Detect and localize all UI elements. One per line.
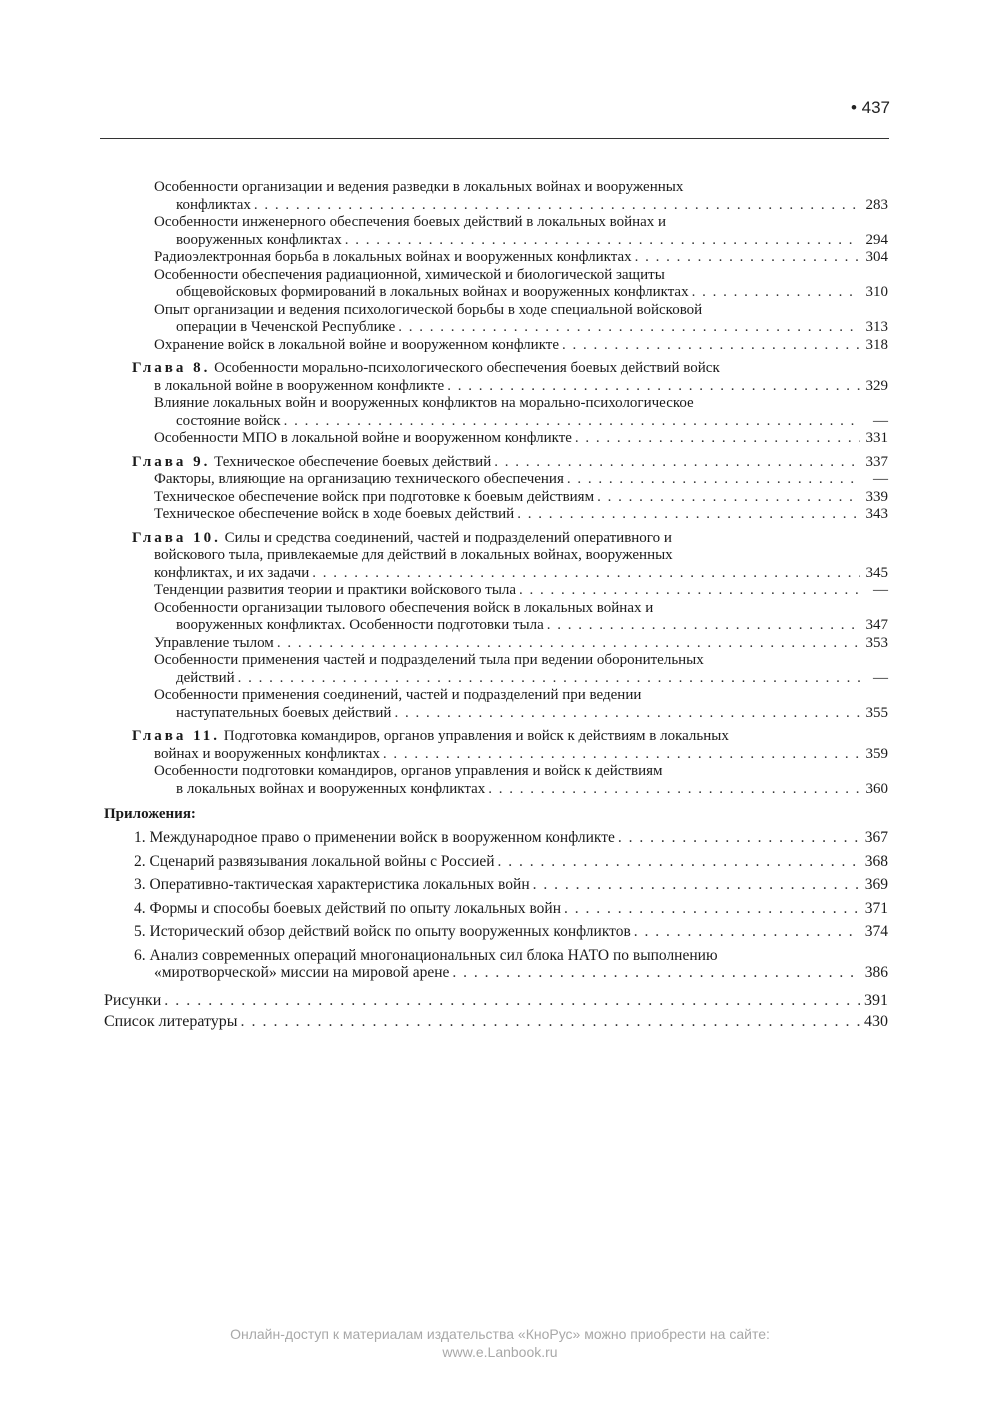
entry-last-line [154,471,888,489]
toc-entry[interactable] [134,829,888,847]
toc-chapter[interactable] [132,360,888,395]
entry-last-line [154,506,888,524]
entry-last-line [134,853,888,871]
entry-text: Рисунки [104,991,162,1009]
chapter-title: Техническое обеспечение боевых действий [214,453,492,470]
leader-dots [447,378,860,396]
page-ref: 368 [864,852,888,870]
leader-dots [164,991,860,1010]
entry-text: Опыт организации и ведения психологической борьбы в ходе специальной войсковой [154,301,703,318]
page-ref: 391 [864,991,888,1009]
entry-text: в локальных войнах и вооруженных конфликтах [176,780,486,797]
entry-text: в локальной войне в вооруженном конфликте [154,377,445,394]
leader-dots [277,635,860,653]
toc-chapter[interactable] [132,454,888,472]
entry-text: Охранение войск в локальной войне и вооруженном конфликте [154,336,559,353]
toc-entry[interactable] [134,947,888,982]
entry-last-line [154,635,888,653]
entry-text [132,728,888,746]
page-ref: 371 [864,899,888,917]
toc-entry[interactable] [104,1012,888,1031]
entry-last-line [132,565,888,583]
leader-dots [517,506,860,524]
entry-text: Факторы, влияющие на организацию технического обеспечения [154,471,564,487]
leader-dots [383,746,860,764]
toc-entry[interactable] [154,471,888,489]
page-number: • 437 [850,98,890,117]
toc-entry[interactable] [134,900,888,918]
toc-entry[interactable] [154,249,888,267]
toc-entry[interactable] [134,853,888,871]
page-ref: 367 [864,829,888,846]
entry-last-line [154,232,888,250]
entry-text: Особенности организации тылового обеспечения войск в локальных войнах и [154,599,654,616]
page-ref: 337 [865,453,888,470]
page-ref: — [873,471,888,487]
toc-entry[interactable] [154,214,888,249]
page-ref: 304 [865,249,888,265]
footer [0,1325,1000,1361]
entry-last-line [134,964,888,982]
entry-last-line [104,1012,888,1031]
page-ref: — [873,412,888,429]
entry-text: 3. Оперативно-тактическая характеристика локальных войн [134,876,530,893]
page-ref: 360 [865,780,888,797]
page-ref: 313 [865,319,888,335]
entry-last-line [134,900,888,918]
entry-text: Тенденции развития теории и практики войскового тыла [154,582,517,598]
entry-text: 2. Сценарий развязывания локальной войны с Россией [134,852,495,870]
entry-text: Особенности применения соединений, частей и подразделений при ведении [154,687,642,703]
entry-text [132,530,888,548]
entry-text: Радиоэлектронная борьба в локальных войнах и вооруженных конфликтах [154,249,632,265]
page-ref: 283 [865,196,888,213]
entry-text: «миротворческой» миссии на мировой арене [154,964,450,981]
entry-text: Техническое обеспечение войск в ходе боевых действий [154,506,515,522]
entry-text: состояние войск [176,412,281,429]
toc-entry[interactable] [154,267,888,302]
page-ref: 347 [865,617,888,633]
page-ref: 294 [865,231,888,248]
page-ref: — [873,582,888,598]
page-ref: 386 [864,964,888,981]
leader-dots [562,337,860,355]
leader-dots [452,964,860,982]
toc-entry[interactable] [154,395,888,430]
entry-text: Особенности подготовки командиров, органов управления и войск к действиям [154,763,663,779]
entry-text: операции в Чеченской Республике [176,319,396,335]
header-rule [100,138,889,139]
toc-entry[interactable] [154,179,888,214]
entry-text: наступательных боевых действий [176,704,392,721]
toc-entry[interactable] [154,430,888,448]
chapter-label: Глава 10. [132,529,221,546]
entry-text: Особенности МПО в локальной войне и вооруженном конфликте [154,430,572,446]
entry-text: 5. Исторический обзор действий войск по опыту вооруженных конфликтов [134,923,631,940]
entry-text: Список литературы [104,1012,238,1030]
toc-entry[interactable] [154,600,888,635]
leader-dots [635,249,860,267]
chapter-label: Глава 9. [132,453,211,470]
entry-text: 4. Формы и способы боевых действий по опыту локальных войн [134,899,562,917]
appendix-heading: Приложения: [104,806,196,822]
leader-dots [254,197,860,215]
page-ref: 343 [865,506,888,522]
entry-last-line [134,923,888,941]
toc-chapter[interactable] [132,530,888,583]
entry-last-line [154,670,888,688]
entry-last-line [154,430,888,448]
entry-last-line [132,746,888,764]
leader-dots [547,617,860,635]
page-ref: 353 [865,634,888,651]
leader-dots [575,430,860,448]
entry-text: Влияние локальных войн и вооруженных конфликтов на морально-психологическое [154,395,694,411]
leader-dots [498,853,860,871]
entry-text: вооруженных конфликтах [176,231,342,248]
entry-text: войскового тыла, привлекаемые для действий в локальных войнах, вооруженных [154,547,673,563]
page-ref: 359 [865,745,888,762]
leader-dots [345,232,860,250]
entry-last-line [132,378,888,396]
entry-last-line [154,582,888,600]
leader-dots [567,471,860,489]
entry-text [132,454,491,472]
toc-entry[interactable] [134,876,888,894]
entry-text: конфликтах, и их задачи [154,564,310,581]
entry-last-line [134,876,888,894]
toc-entry[interactable] [154,635,888,653]
page-ref: — [873,669,888,686]
toc-chapter[interactable] [132,728,888,763]
toc-entry[interactable] [154,582,888,600]
toc-entry[interactable] [154,652,888,687]
entry-last-line [134,829,888,847]
toc-entry[interactable] [154,489,888,507]
leader-dots [519,582,860,600]
entry-last-line [154,705,888,723]
leader-dots [238,670,860,688]
leader-dots [564,900,860,918]
entry-last-line [154,197,888,215]
leader-dots [597,489,860,507]
toc-entry[interactable] [154,506,888,524]
chapter-title: Особенности морально-психологического обеспечения боевых действий войск [214,360,720,376]
page-ref: 355 [865,704,888,721]
page-ref: 310 [865,284,888,300]
leader-dots [398,319,860,337]
chapter-title: Силы и средства соединений, частей и подразделений оперативного и [224,529,672,546]
entry-text: Особенности применения частей и подразделений тыла при ведении оборонительных [154,652,704,668]
toc-entry[interactable] [134,923,888,941]
entry-last-line [154,319,888,337]
leader-dots [488,781,860,799]
entry-text: войнах и вооруженных конфликтах [154,745,380,762]
toc-entry[interactable] [154,763,888,798]
entry-last-line [154,284,888,302]
page-ref: 318 [865,336,888,353]
entry-text: Особенности обеспечения радиационной, химической и биологической защиты [154,266,665,283]
leader-dots [241,1012,860,1031]
entry-text [132,360,888,378]
entry-last-line [154,413,888,431]
entry-text: общевойсковых формирований в локальных войнах и вооруженных конфликтах [176,284,689,300]
leader-dots [284,413,860,431]
entry-text: 1. Международное право о применении войск в вооруженном конфликте [134,829,615,846]
leader-dots [533,876,860,894]
entry-text: вооруженных конфликтах. Особенности подготовки тыла [176,617,544,633]
footer-line-1: Онлайн-доступ к материалам издательства «КноРус» можно приобрести на сайте: [230,1326,770,1342]
entry-last-line [154,489,888,507]
page-ref: 430 [864,1012,888,1030]
table-of-contents [104,179,888,1031]
page-ref: 374 [864,923,888,940]
page-ref: 331 [865,430,888,446]
toc-entry[interactable] [154,337,888,355]
entry-last-line [154,337,888,355]
entry-last-line [132,454,888,472]
chapter-label: Глава 8. [132,360,211,376]
entry-last-line [104,991,888,1010]
page-ref: 345 [865,564,888,581]
entry-text: Управление тылом [154,634,274,651]
entry-last-line [154,781,888,799]
chapter-title: Подготовка командиров, органов управления и войск к действиям в локальных [223,728,729,744]
entry-text: Особенности организации и ведения разведки в локальных войнах и вооруженных [154,179,684,195]
page-ref: 329 [865,377,888,394]
toc-entry[interactable] [154,302,888,337]
toc-entry[interactable] [104,991,888,1010]
toc-entry[interactable] [154,687,888,722]
leader-dots [692,284,860,302]
entry-text: Особенности инженерного обеспечения боевых действий в локальных войнах и [154,214,667,230]
entry-text: конфликтах [176,196,251,213]
leader-dots [312,565,860,583]
entry-last-line [154,617,888,635]
leader-dots [394,705,860,723]
entry-text: Техническое обеспечение войск при подготовке к боевым действиям [154,488,595,505]
entry-last-line [154,249,888,267]
leader-dots [634,923,860,941]
leader-dots [618,829,860,847]
page-ref: 339 [865,488,888,505]
leader-dots [494,454,860,472]
page-ref: 369 [864,876,888,893]
footer-line-2[interactable]: www.e.Lanbook.ru [442,1344,558,1360]
entry-text: действий [176,669,235,686]
chapter-label: Глава 11. [132,728,221,744]
entry-text: 6. Анализ современных операций многонациональных сил блока НАТО по выполнению [134,946,718,964]
